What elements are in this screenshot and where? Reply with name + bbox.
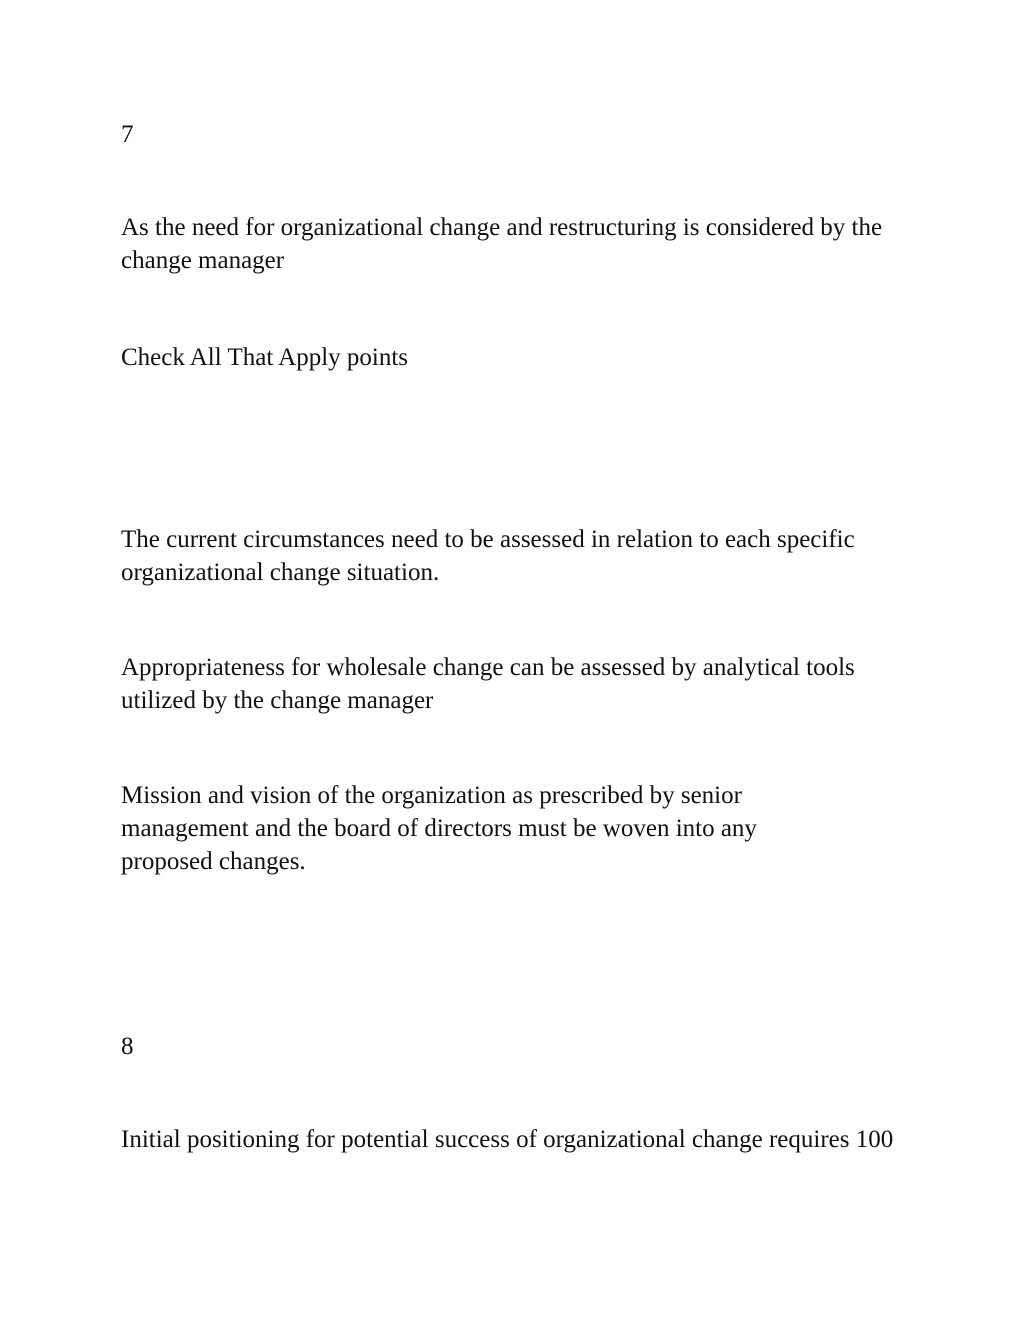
question-number: 8 xyxy=(121,1033,134,1060)
answer-option: Appropriateness for wholesale change can be assessed by analytical tools utilized by the change manager xyxy=(121,654,855,714)
question-number: 7 xyxy=(121,121,134,148)
answer-option: Mission and vision of the organization as prescribed by senior management and the board of directors must be woven into any proposed changes. xyxy=(121,782,757,875)
question-text: Initial positioning for potential success of organizational change requires 100 xyxy=(121,1126,894,1153)
question-text: As the need for organizational change and restructuring is considered by the change manager xyxy=(121,214,883,274)
question-instruction: Check All That Apply points xyxy=(121,344,409,371)
answer-option: The current circumstances need to be assessed in relation to each specific organizational change situation. xyxy=(121,526,855,586)
